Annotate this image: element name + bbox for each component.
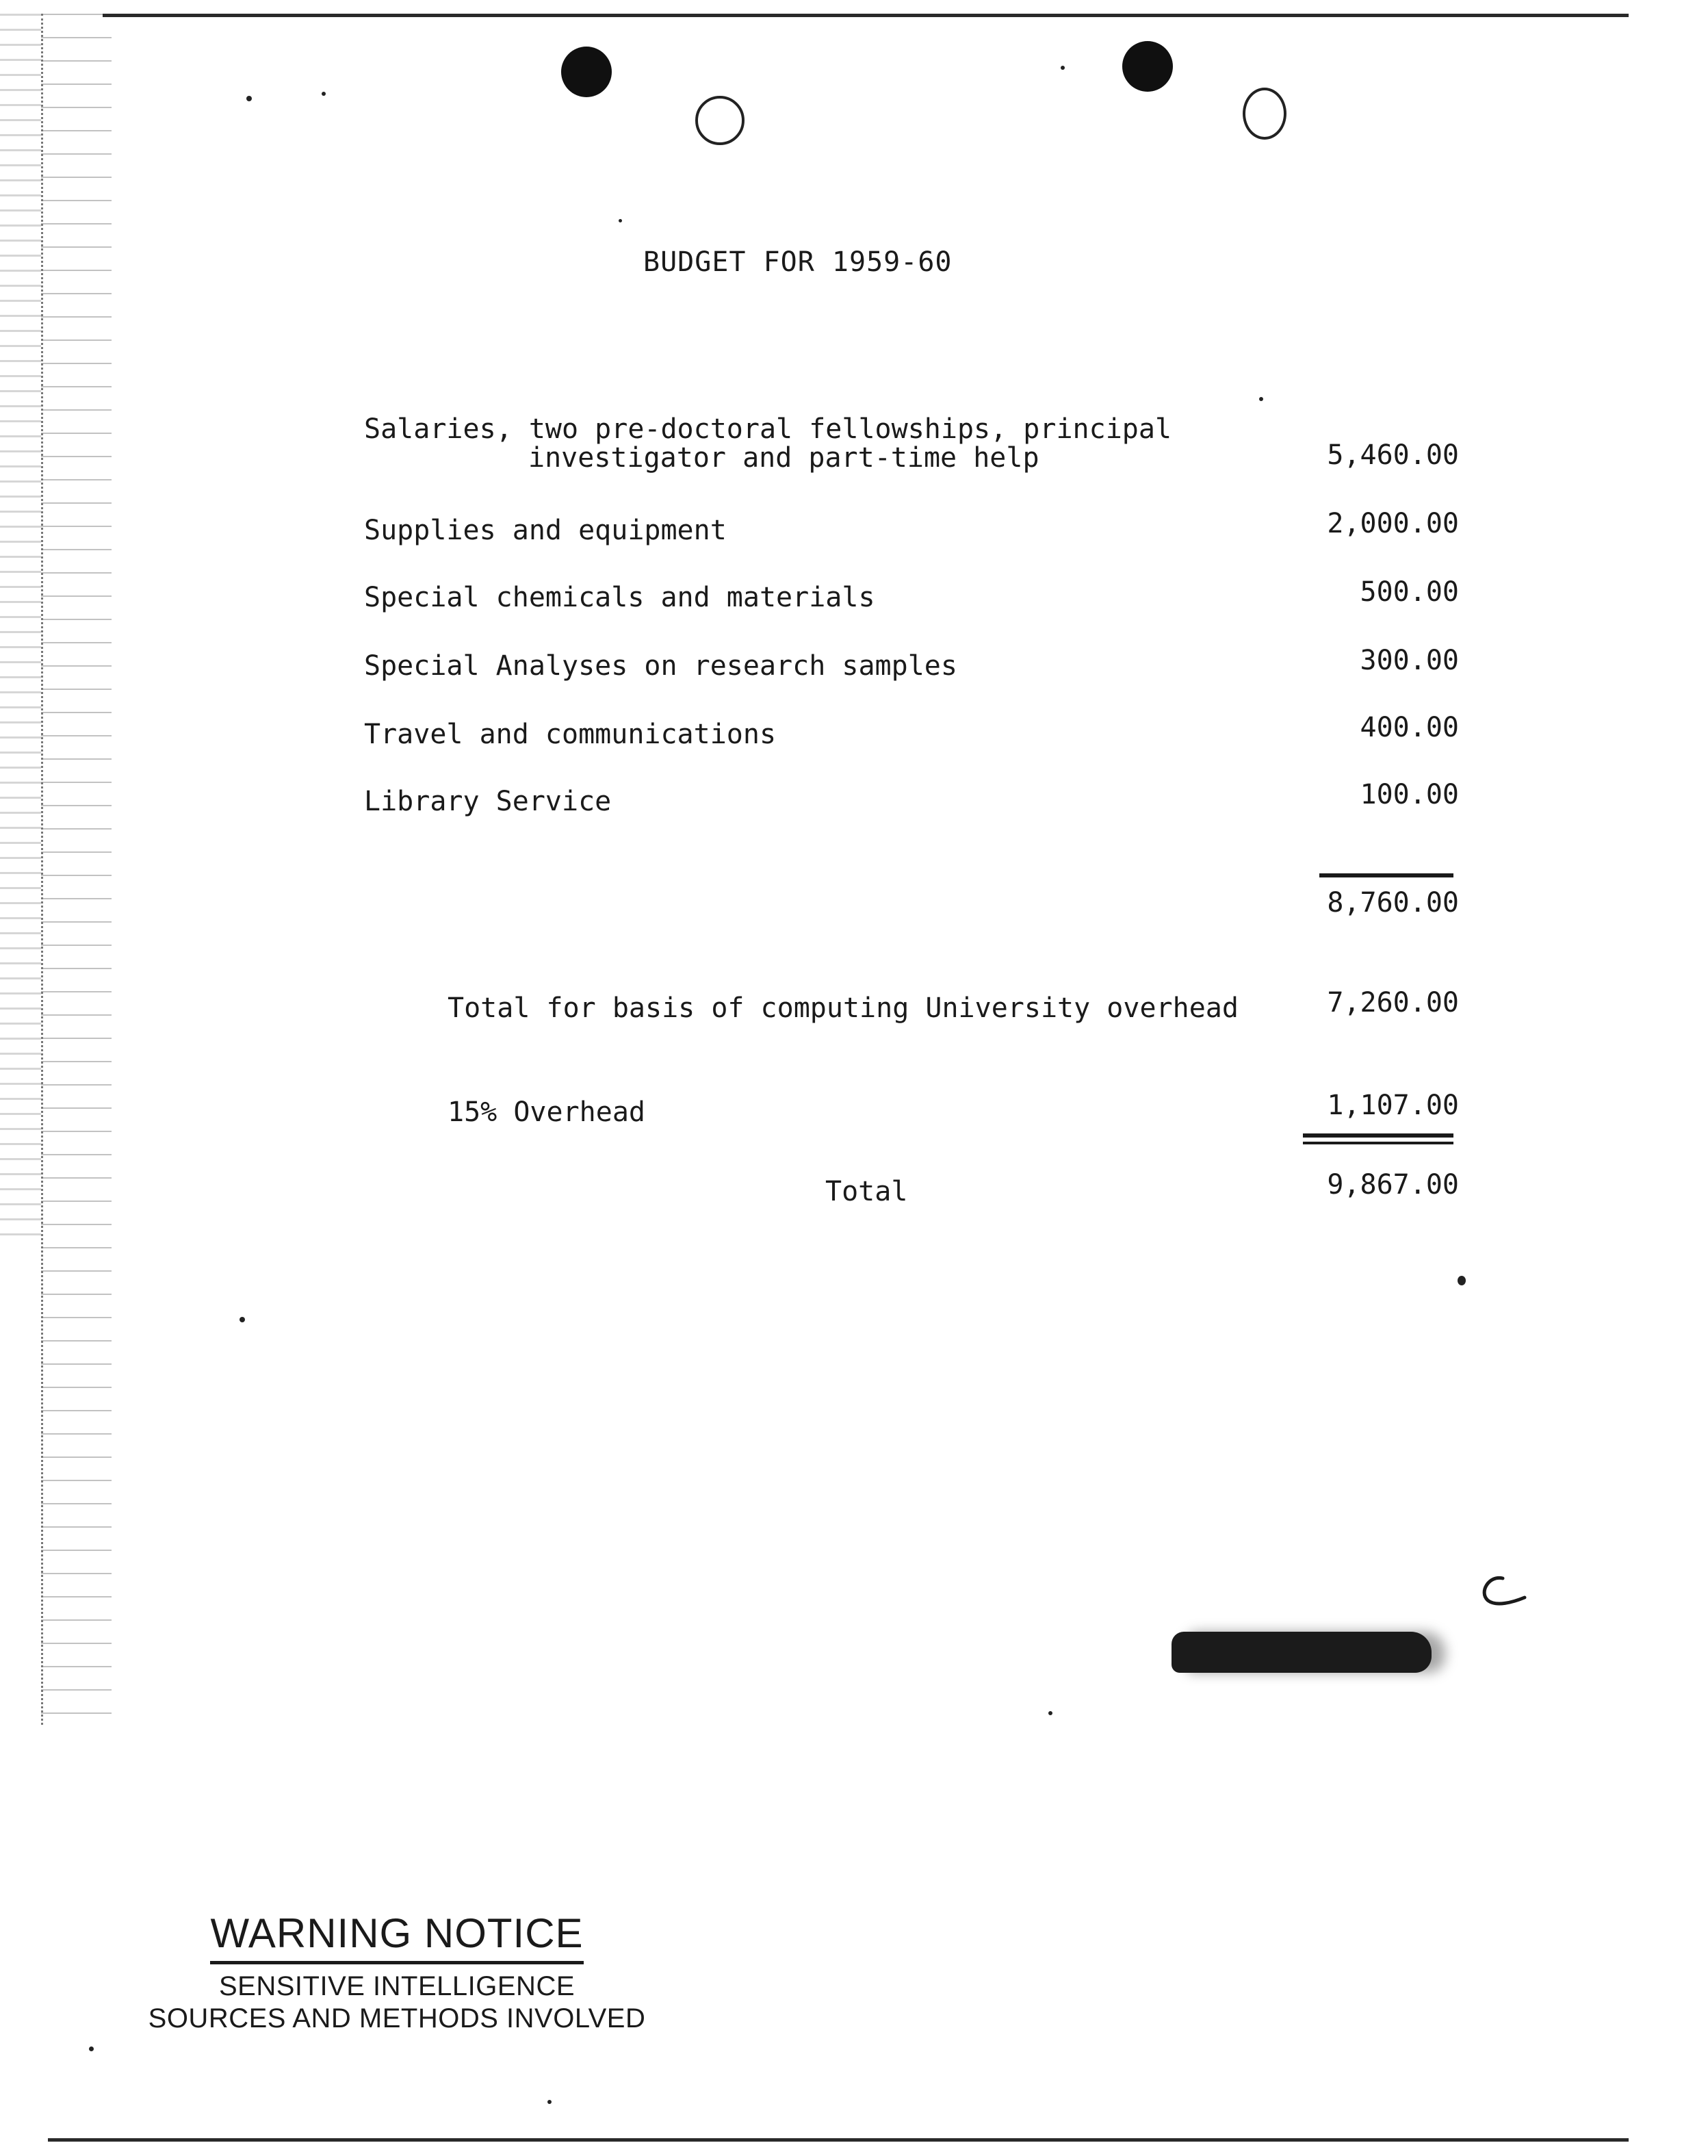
- scan-speck: [547, 2100, 552, 2104]
- budget-title: BUDGET FOR 1959-60: [643, 246, 953, 278]
- budget-row-library: [364, 779, 1459, 820]
- warning-title: WARNING NOTICE: [210, 1910, 583, 1964]
- budget-row-chemicals: [364, 576, 1459, 617]
- top-scan-edge: [103, 14, 1629, 17]
- punch-hole-icon: [1122, 41, 1173, 92]
- scan-speck: [246, 96, 252, 101]
- overhead-basis-amount: 7,260.00: [1327, 987, 1459, 1018]
- total-label: Total: [825, 1176, 908, 1207]
- overhead-label: 15% Overhead: [448, 1096, 645, 1128]
- budget-item-label: Salaries, two pre-doctoral fellowships, principal: [364, 413, 1172, 445]
- budget-item-amount: 300.00: [1360, 645, 1459, 676]
- overhead-basis-row: [364, 987, 1459, 1028]
- scan-speck: [1458, 1276, 1466, 1285]
- budget-item-label: Special Analyses on research samples: [364, 650, 957, 682]
- budget-row-supplies: [364, 508, 1459, 549]
- total-double-rule: [1303, 1142, 1453, 1144]
- scan-speck: [619, 219, 622, 222]
- total-double-rule: [1303, 1133, 1453, 1138]
- overhead-amount: 1,107.00: [1327, 1090, 1459, 1121]
- scan-speck: [1259, 397, 1263, 401]
- budget-item-amount: 400.00: [1360, 712, 1459, 743]
- punch-hole-outline-icon: [695, 96, 745, 145]
- subtotal-row: [364, 887, 1459, 928]
- warning-line-2: SOURCES AND METHODS INVOLVED: [148, 2003, 646, 2033]
- budget-item-label: Travel and communications: [364, 719, 777, 750]
- warning-notice: [137, 1910, 657, 2034]
- subtotal-rule: [1319, 873, 1453, 877]
- budget-row-analyses: [364, 645, 1459, 686]
- scan-speck: [240, 1317, 245, 1322]
- punch-hole-icon: [561, 47, 612, 97]
- scan-speck: [89, 2046, 94, 2051]
- handwritten-mark-icon: [1475, 1571, 1530, 1613]
- total-amount: 9,867.00: [1327, 1169, 1459, 1201]
- scan-margin-shadow: [0, 14, 41, 1246]
- punch-hole-outline-icon: [1243, 88, 1286, 140]
- budget-item-label: Supplies and equipment: [364, 515, 727, 546]
- scan-speck: [1048, 1711, 1052, 1715]
- redaction-block: [1172, 1632, 1432, 1673]
- budget-item-amount: 500.00: [1360, 576, 1459, 608]
- budget-item-amount: 2,000.00: [1327, 508, 1459, 539]
- budget-item-label-continued: investigator and part-time help: [528, 442, 1039, 474]
- total-row: [364, 1169, 1459, 1210]
- bottom-scan-edge: [48, 2138, 1629, 2142]
- budget-item-amount: 5,460.00: [1327, 439, 1459, 471]
- budget-item-label: Library Service: [364, 786, 612, 817]
- overhead-basis-label: Total for basis of computing University overhead: [448, 992, 1239, 1024]
- budget-item-label: Special chemicals and materials: [364, 582, 875, 613]
- scan-speck: [1061, 66, 1065, 70]
- budget-item-amount: 100.00: [1360, 779, 1459, 810]
- subtotal-amount: 8,760.00: [1327, 887, 1459, 919]
- budget-row-salaries: [364, 413, 1459, 482]
- budget-row-travel: [364, 712, 1459, 753]
- overhead-row: [364, 1090, 1459, 1131]
- warning-line-1: SENSITIVE INTELLIGENCE: [218, 1971, 575, 2001]
- scan-margin-lines: [41, 14, 112, 1725]
- scan-speck: [322, 92, 326, 96]
